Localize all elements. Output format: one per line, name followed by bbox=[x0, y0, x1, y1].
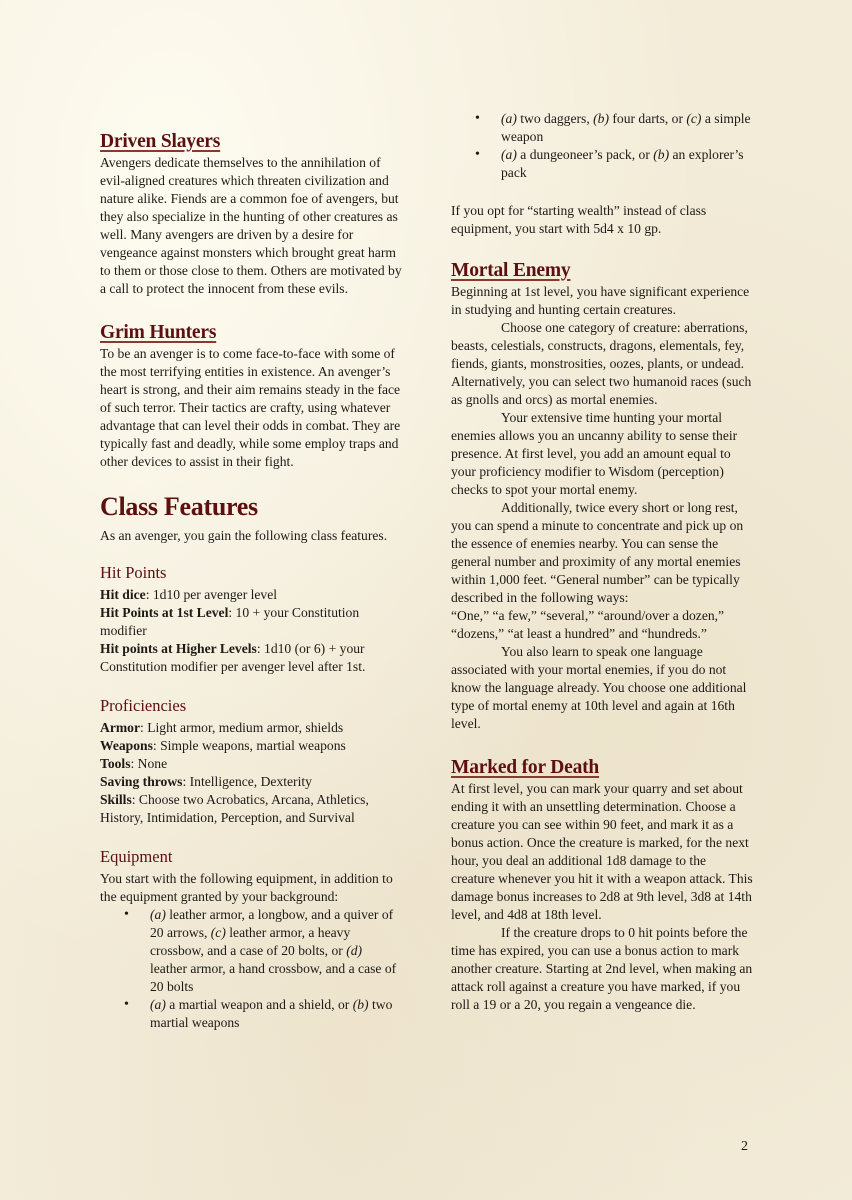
option-a-text: a martial weapon and a shield, or bbox=[165, 997, 353, 1012]
armor-label: Armor bbox=[100, 720, 141, 735]
option-c: (c) bbox=[210, 925, 226, 940]
skills-label: Skills bbox=[100, 792, 132, 807]
option-b: (b) bbox=[593, 111, 609, 126]
equipment-list-continued bbox=[451, 110, 753, 182]
heading-class-features: Class Features bbox=[100, 492, 258, 521]
option-c-text: a simple weapon bbox=[501, 111, 751, 144]
equipment-list bbox=[100, 906, 402, 1032]
weapons-label: Weapons bbox=[100, 738, 153, 753]
option-d: (d) bbox=[346, 943, 363, 958]
option-b: (b) bbox=[352, 997, 369, 1012]
armor-line bbox=[100, 719, 402, 737]
mortal-enemy-p4: Additionally, twice every short or long rest, you can spend a minute to concentrate and pick up on the essence of enemies nearby. You can sense the general number and proximity of any mortal enemies within 1,000 feet. “General number” can be typically described in the following ways: bbox=[451, 500, 744, 605]
hp-first-level-label: Hit Points at 1st Level bbox=[100, 605, 229, 620]
page-number: 2 bbox=[741, 1139, 748, 1154]
hp-first-level-line bbox=[100, 604, 402, 640]
hp-higher-levels-label: Hit points at Higher Levels bbox=[100, 641, 257, 656]
weapons-value: : Simple weapons, martial weapons bbox=[152, 738, 346, 753]
option-b: (b) bbox=[653, 147, 670, 162]
weapons-line bbox=[100, 737, 402, 755]
tools-label: Tools bbox=[100, 756, 131, 771]
equipment-item-weapon bbox=[100, 996, 402, 1032]
hp-first-level-value: : 10 + your Constitution modifier bbox=[100, 605, 360, 638]
mortal-enemy-p3: Your extensive time hunting your mortal enemies allows you an uncanny ability to sense their presence. At first level, you add an amount equal to your proficiency modifier to Wisdom (perception) checks to spot your mortal enemy. bbox=[451, 410, 738, 497]
starting-wealth-text: If you opt for “starting wealth” instead of class equipment, you start with 5d4 x 10 gp. bbox=[451, 203, 707, 236]
heading-equipment: Equipment bbox=[100, 847, 173, 866]
hit-dice-label: Hit dice bbox=[100, 587, 146, 602]
option-a-text: two daggers, bbox=[516, 111, 594, 126]
mortal-enemy-p1: Beginning at 1st level, you have significant experience in studying and hunting certain creatures. bbox=[451, 284, 750, 317]
option-d-text: leather armor, a hand crossbow, and a case of 20 bolts bbox=[150, 961, 397, 994]
option-a-text: a dungeoneer’s pack, or bbox=[516, 147, 654, 162]
marked-for-death-p2: If the creature drops to 0 hit points before the time has expired, you can use a bonus action to mark another creature. Starting at 2nd level, when making an attack roll against a creature you have marked, if you roll a 19 or a 20, you regain a vengeance die. bbox=[451, 925, 753, 1012]
mortal-enemy-p5: “One,” “a few,” “several,” “around/over a dozen,” “dozens,” “at least a hundred” and “hundreds.” bbox=[451, 608, 725, 641]
tools-line bbox=[100, 755, 402, 773]
option-a-text: leather armor, a longbow, and a quiver of 20 arrows, bbox=[150, 907, 394, 940]
hit-dice-value: : 1d10 per avenger level bbox=[145, 587, 278, 602]
tools-value: : None bbox=[130, 756, 168, 771]
skills-line bbox=[100, 791, 402, 827]
marked-for-death-p1: At first level, you can mark your quarry and set about ending it with an unsettling determination. Choose a creature you can see within 90 feet, and mark it as a bonus action. Once the creature is marked, for the next hour, you deal an additional 1d8 damage to the creature whenever you hit it with a weapon attack. This damage bonus increases to 2d8 at 9th level, 3d8 at 14th level, and 4d8 at 18th level. bbox=[451, 781, 753, 922]
heading-grim-hunters: Grim Hunters bbox=[100, 322, 217, 343]
left-column bbox=[100, 0, 402, 1032]
heading-driven-slayers: Driven Slayers bbox=[100, 131, 221, 152]
heading-hit-points: Hit Points bbox=[100, 563, 167, 582]
option-c-text: leather armor, a heavy crossbow, and a case of 20 bolts, or bbox=[150, 925, 351, 958]
right-column bbox=[451, 0, 753, 1014]
mortal-enemy-p2: Choose one category of creature: aberrations, beasts, celestials, constructs, dragons, elementals, fey, fiends, giants, monstrosities, oozes, plants, or undead. Alternatively, you can select two humanoid races (such as gnolls and orcs) as mortal enemies. bbox=[451, 320, 752, 407]
option-a: (a) bbox=[501, 111, 517, 126]
equipment-item-pack bbox=[451, 146, 753, 182]
hit-dice-line bbox=[100, 586, 402, 604]
option-c: (c) bbox=[686, 111, 702, 126]
driven-slayers-body: Avengers dedicate themselves to the annihilation of evil-aligned creatures which threaten civilization and nature alike. Fiends are a common foe of avengers, but they also specialize in the hunting of other creatures as well. Many avengers are driven by a desire for vengeance against monsters which brought great harm to them or those close to them. Others are motivated by a call to protect the innocent from these evils. bbox=[100, 155, 402, 296]
option-a: (a) bbox=[150, 997, 166, 1012]
class-features-intro: As an avenger, you gain the following class features. bbox=[100, 528, 388, 543]
equipment-item-armor bbox=[100, 906, 402, 996]
skills-value: : Choose two Acrobatics, Arcana, Athletics, History, Intimidation, Perception, and Survival bbox=[100, 792, 369, 825]
heading-proficiencies: Proficiencies bbox=[100, 696, 187, 715]
mortal-enemy-p6: You also learn to speak one language associated with your mortal enemies, if you do not know the language already. You choose one additional type of mortal enemy at 10th level and again at 16th level. bbox=[451, 644, 747, 731]
grim-hunters-body: To be an avenger is to come face-to-face with some of the most terrifying entities in existence. An avenger’s heart is strong, and their aim remains steady in the face of such terror. Their tactics are crafty, using whatever advantage that can level their odds in combat. They are typically fast and deadly, while some employ traps and other devices to assist in their fight. bbox=[100, 346, 401, 469]
heading-mortal-enemy: Mortal Enemy bbox=[451, 260, 571, 281]
option-a: (a) bbox=[150, 907, 166, 922]
option-a: (a) bbox=[501, 147, 517, 162]
heading-marked-for-death: Marked for Death bbox=[451, 757, 600, 778]
equipment-intro: You start with the following equipment, in addition to the equipment granted by your background: bbox=[100, 871, 393, 904]
saving-throws-line bbox=[100, 773, 402, 791]
option-b-text: an explorer’s pack bbox=[501, 147, 744, 180]
hp-higher-levels-line bbox=[100, 640, 402, 676]
equipment-item-daggers bbox=[451, 110, 753, 146]
saving-throws-label: Saving throws bbox=[100, 774, 183, 789]
hp-higher-levels-value: : 1d10 (or 6) + your Constitution modifier per avenger level after 1st. bbox=[100, 641, 366, 674]
saving-throws-value: : Intelligence, Dexterity bbox=[182, 774, 312, 789]
armor-value: : Light armor, medium armor, shields bbox=[140, 720, 344, 735]
option-b-text: two martial weapons bbox=[150, 997, 393, 1030]
option-b-text: four darts, or bbox=[608, 111, 687, 126]
